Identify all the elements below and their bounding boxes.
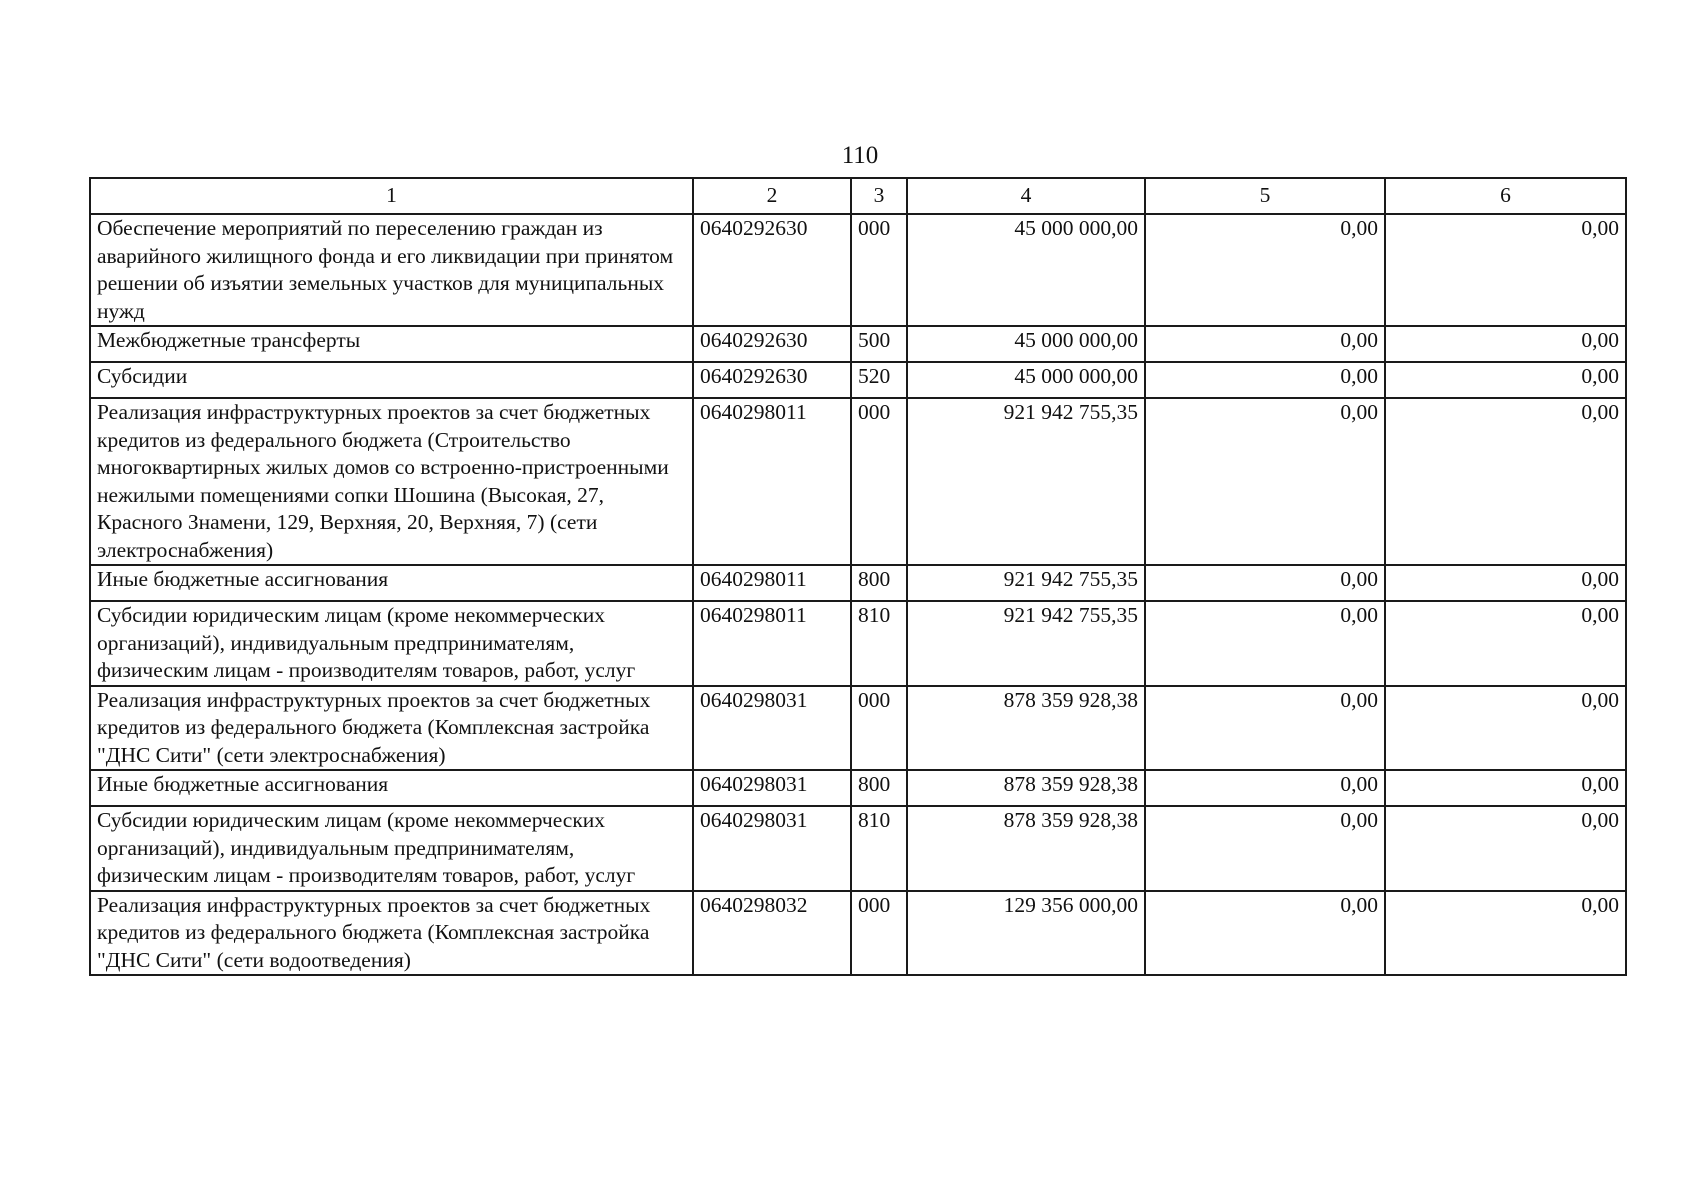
amount-column-4: 129 356 000,00 (907, 891, 1145, 976)
amount-column-5: 0,00 (1145, 891, 1385, 976)
target-article-code: 0640298031 (693, 770, 851, 806)
table-row (90, 686, 1626, 771)
expense-type-code: 000 (851, 398, 907, 565)
row-name: Реализация инфраструктурных проектов за счет бюджетных кредитов из федерального бюджета (Комплексная застройка "ДНС Сити" (сети водоотведения) (90, 891, 693, 976)
target-article-code: 0640298031 (693, 686, 851, 771)
amount-column-4: 921 942 755,35 (907, 565, 1145, 601)
amount-column-6: 0,00 (1385, 601, 1626, 686)
table-row (90, 601, 1626, 686)
table-row (90, 891, 1626, 976)
amount-column-6: 0,00 (1385, 362, 1626, 398)
table-row (90, 362, 1626, 398)
column-header-3: 3 (851, 178, 907, 214)
amount-column-4: 878 359 928,38 (907, 686, 1145, 771)
target-article-code: 0640292630 (693, 326, 851, 362)
amount-column-5: 0,00 (1145, 565, 1385, 601)
amount-column-5: 0,00 (1145, 770, 1385, 806)
amount-column-5: 0,00 (1145, 686, 1385, 771)
table-row (90, 770, 1626, 806)
table-row (90, 214, 1626, 326)
table-header (90, 178, 1626, 214)
expense-type-code: 500 (851, 326, 907, 362)
table-row (90, 565, 1626, 601)
column-header-6: 6 (1385, 178, 1626, 214)
expense-type-code: 800 (851, 565, 907, 601)
row-name: Реализация инфраструктурных проектов за счет бюджетных кредитов из федерального бюджета (Строительство многоквартирных жилых домов со встроенно-пристроенными нежилыми помещениями сопки Шошина (Высокая, 27, Красного Знамени, 129, Верхняя, 20, Верхняя, 7) (сети электроснабжения) (90, 398, 693, 565)
amount-column-6: 0,00 (1385, 565, 1626, 601)
amount-column-6: 0,00 (1385, 770, 1626, 806)
amount-column-6: 0,00 (1385, 891, 1626, 976)
target-article-code: 0640292630 (693, 362, 851, 398)
expense-type-code: 810 (851, 806, 907, 891)
expense-type-code: 000 (851, 214, 907, 326)
amount-column-6: 0,00 (1385, 686, 1626, 771)
amount-column-5: 0,00 (1145, 214, 1385, 326)
table-body (90, 214, 1626, 975)
expense-type-code: 520 (851, 362, 907, 398)
amount-column-4: 921 942 755,35 (907, 601, 1145, 686)
amount-column-5: 0,00 (1145, 362, 1385, 398)
table-row (90, 326, 1626, 362)
table-row (90, 398, 1626, 565)
header-row (90, 178, 1626, 214)
amount-column-5: 0,00 (1145, 326, 1385, 362)
row-name: Субсидии (90, 362, 693, 398)
budget-table (89, 177, 1627, 976)
amount-column-4: 878 359 928,38 (907, 770, 1145, 806)
row-name: Субсидии юридическим лицам (кроме некоммерческих организаций), индивидуальным предпринимателям, физическим лицам - производителям товаров, работ, услуг (90, 601, 693, 686)
target-article-code: 0640298011 (693, 601, 851, 686)
amount-column-6: 0,00 (1385, 398, 1626, 565)
amount-column-4: 45 000 000,00 (907, 214, 1145, 326)
expense-type-code: 800 (851, 770, 907, 806)
amount-column-4: 878 359 928,38 (907, 806, 1145, 891)
page-number: 110 (841, 142, 879, 169)
target-article-code: 0640292630 (693, 214, 851, 326)
amount-column-4: 921 942 755,35 (907, 398, 1145, 565)
target-article-code: 0640298031 (693, 806, 851, 891)
target-article-code: 0640298011 (693, 398, 851, 565)
target-article-code: 0640298032 (693, 891, 851, 976)
column-header-2: 2 (693, 178, 851, 214)
row-name: Межбюджетные трансферты (90, 326, 693, 362)
expense-type-code: 000 (851, 891, 907, 976)
row-name: Обеспечение мероприятий по переселению граждан из аварийного жилищного фонда и его ликвидации при принятом решении об изъятии земельных участков для муниципальных нужд (90, 214, 693, 326)
row-name: Реализация инфраструктурных проектов за счет бюджетных кредитов из федерального бюджета (Комплексная застройка "ДНС Сити" (сети электроснабжения) (90, 686, 693, 771)
row-name: Иные бюджетные ассигнования (90, 565, 693, 601)
amount-column-6: 0,00 (1385, 326, 1626, 362)
column-header-4: 4 (907, 178, 1145, 214)
amount-column-6: 0,00 (1385, 806, 1626, 891)
expense-type-code: 000 (851, 686, 907, 771)
column-header-5: 5 (1145, 178, 1385, 214)
amount-column-5: 0,00 (1145, 398, 1385, 565)
expense-type-code: 810 (851, 601, 907, 686)
column-header-1: 1 (90, 178, 693, 214)
amount-column-4: 45 000 000,00 (907, 362, 1145, 398)
target-article-code: 0640298011 (693, 565, 851, 601)
amount-column-5: 0,00 (1145, 806, 1385, 891)
amount-column-6: 0,00 (1385, 214, 1626, 326)
amount-column-4: 45 000 000,00 (907, 326, 1145, 362)
row-name: Иные бюджетные ассигнования (90, 770, 693, 806)
amount-column-5: 0,00 (1145, 601, 1385, 686)
table-row (90, 806, 1626, 891)
row-name: Субсидии юридическим лицам (кроме некоммерческих организаций), индивидуальным предпринимателям, физическим лицам - производителям товаров, работ, услуг (90, 806, 693, 891)
